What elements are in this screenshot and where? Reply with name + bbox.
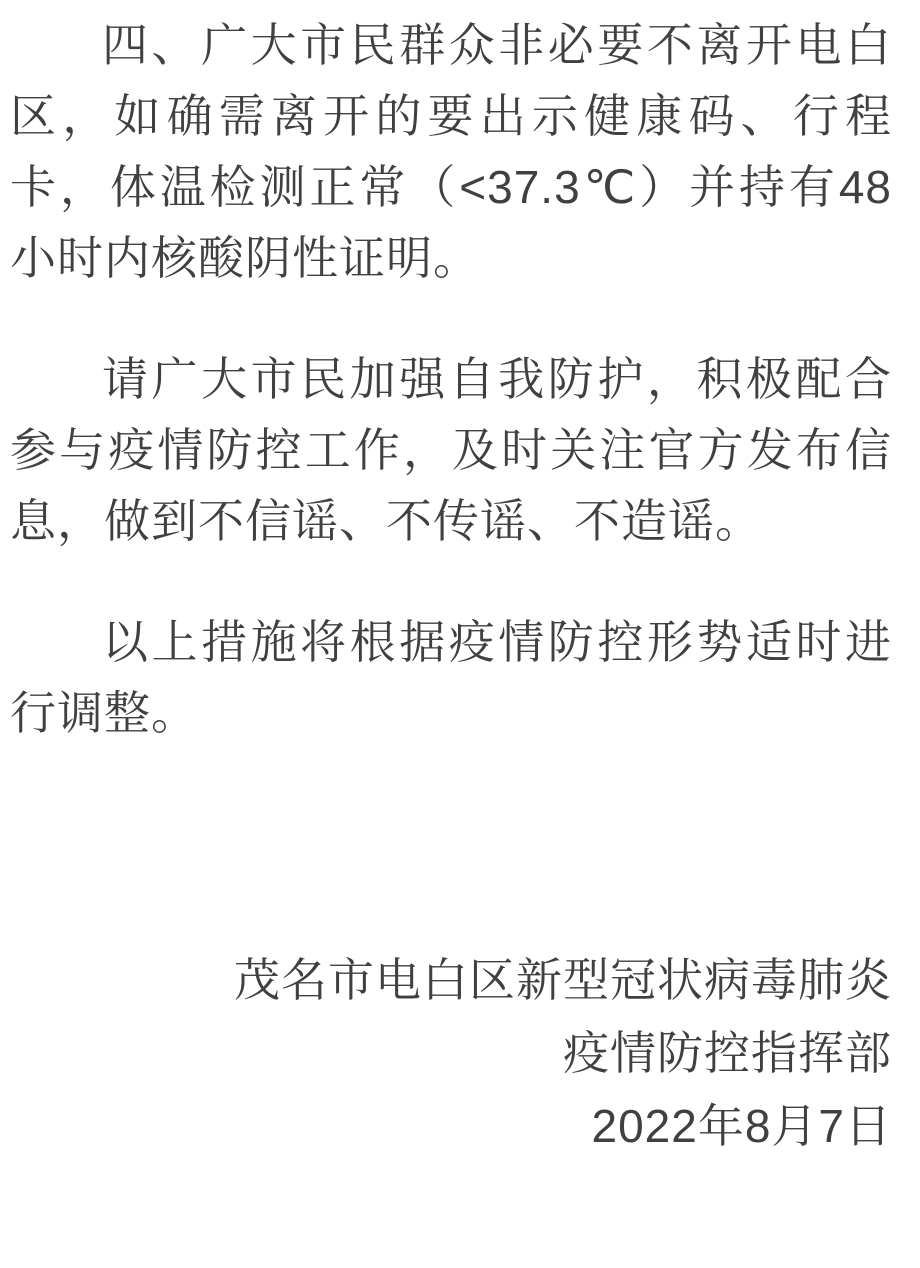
notice-paragraph-measure-4: 四、广大市民群众非必要不离开电白区，如确需离开的要出示健康码、行程卡，体温检测正常（<37.3℃）并持有48小时内核酸阴性证明。 (10, 19, 892, 284)
signature-block (10, 944, 892, 1163)
signature-org-line1: 茂名市电白区新型冠状病毒肺炎 (234, 954, 892, 1006)
notice-paragraph-public-advice: 请广大市民加强自我防护，积极配合参与疫情防控工作，及时关注官方发布信息，做到不信谣、不传谣、不造谣。 (10, 353, 892, 547)
signature-org-line2: 疫情防控指挥部 (563, 1027, 892, 1079)
notice-paragraph-adjustment: 以上措施将根据疫情防控形势适时进行调整。 (10, 616, 892, 739)
signature-date: 2022年8月7日 (591, 1100, 892, 1152)
